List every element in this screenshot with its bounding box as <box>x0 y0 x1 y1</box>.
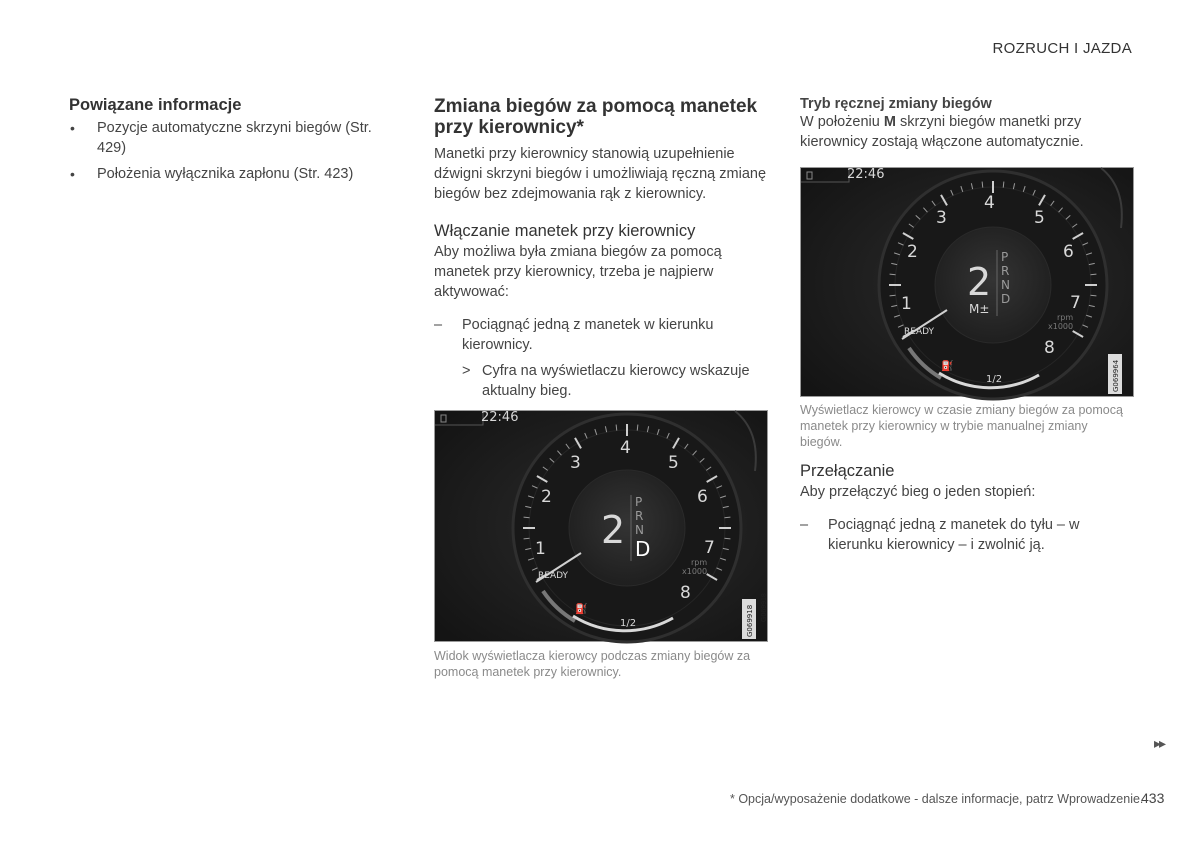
tacho-number-6: 6 <box>697 487 708 507</box>
tacho-tick <box>724 517 730 518</box>
list-item[interactable] <box>69 164 389 184</box>
gear-selector-d: D <box>1001 292 1011 306</box>
tacho-number-8: 8 <box>680 583 691 603</box>
continue-arrows-icon: ▸▸ <box>1153 735 1164 751</box>
rpm-scale: x1000 <box>682 567 708 576</box>
switching-text: Aby przełączyć bieg o jeden stopień: <box>800 484 1036 500</box>
gear-selector-p: P <box>635 495 643 509</box>
bullet-icon: • <box>70 120 75 136</box>
dash-marker: – <box>434 317 443 333</box>
tacho-tick <box>890 274 896 275</box>
rpm-unit: rpm <box>691 558 708 567</box>
tacho-number-5: 5 <box>1034 208 1045 228</box>
activation-result <box>434 361 768 401</box>
tacho-tick <box>982 182 983 188</box>
tacho-number-2: 2 <box>907 242 918 262</box>
dash-marker: – <box>800 517 809 533</box>
tacho-tick <box>1003 182 1004 188</box>
driver-display-figure-paddles <box>434 410 768 642</box>
list-item[interactable] <box>69 118 389 158</box>
fuel-pump-icon: ⛽ <box>941 361 954 372</box>
tacho-number-5: 5 <box>668 453 679 473</box>
switching-step-text: Pociągnąć jedną z manetek do tyłu – w kierunku kierownicy – i zwolnić ją. <box>828 517 1080 553</box>
tacho-number-1: 1 <box>901 294 912 314</box>
gear-selector-p: P <box>1001 250 1009 264</box>
manual-text-part: skrzyni biegów manetki przy kierownicy zostają włączone automatycznie. <box>800 114 1084 150</box>
manual-mode-indicator: M± <box>969 302 990 316</box>
rpm-scale: x1000 <box>1048 322 1074 331</box>
fuel-half-label: 1/2 <box>620 618 637 629</box>
article-title: Zmiana biegów za pomocą manetek przy kierownicy* <box>434 96 758 138</box>
related-info-list <box>69 118 389 184</box>
intro-paragraph: Manetki przy kierownicy stanowią uzupełnienie dźwigni skrzyni biegów i umożliwiają ręczną zmianę biegów bez zdejmowania rąk z kierownicy. <box>434 146 767 202</box>
list-item-text: Położenia wyłącznika zapłonu (Str. 423) <box>97 166 354 182</box>
fuel-half-label: 1/2 <box>986 374 1003 385</box>
tacho-number-7: 7 <box>1070 293 1081 313</box>
related-info-block <box>69 96 389 190</box>
tacho-tick <box>524 538 530 539</box>
gear-selector-n: N <box>1001 278 1010 292</box>
tacho-tick <box>524 517 530 518</box>
switching-block <box>800 462 1134 555</box>
tacho-tick <box>724 538 730 539</box>
page-number: 433 <box>1141 790 1165 806</box>
gear-selector-r: R <box>1001 264 1010 278</box>
gear-selector-r: R <box>635 509 644 523</box>
tacho-number-3: 3 <box>936 208 947 228</box>
gear-number: 2 <box>967 260 992 304</box>
driver-display-illustration <box>801 168 1133 396</box>
activation-step-text: Pociągnąć jedną z manetek w kierunku kierownicy. <box>462 317 714 353</box>
main-article <box>434 96 768 401</box>
tacho-number-7: 7 <box>704 538 715 558</box>
tacho-tick <box>890 295 896 296</box>
ready-indicator: READY <box>904 327 935 337</box>
figure-code: G069918 <box>761 593 768 622</box>
manual-mode-heading: Tryb ręcznej zmiany biegów <box>800 96 992 112</box>
figure-code-label: G069964 <box>1112 359 1120 392</box>
bullet-icon: • <box>70 166 75 182</box>
switching-heading: Przełączanie <box>800 462 895 480</box>
manual-mode-block <box>800 96 1134 152</box>
clock-time: 22:46 <box>847 167 885 182</box>
manual-text-bold: M <box>883 114 896 130</box>
driver-display-illustration <box>435 411 767 641</box>
tacho-number-1: 1 <box>535 539 546 559</box>
figure1-caption: Widok wyświetlacza kierowcy podczas zmiany biegów za pomocą manetek przy kierownicy. <box>434 649 751 679</box>
activation-result-text: Cyfra na wyświetlaczu kierowcy wskazuje aktualny bieg. <box>482 363 750 399</box>
tacho-number-8: 8 <box>1044 338 1055 358</box>
switching-step <box>800 515 1134 555</box>
tacho-tick <box>1090 295 1096 296</box>
footnote: * Opcja/wyposażenie dodatkowe - dalsze informacje, patrz Wprowadzenie. <box>730 792 1144 806</box>
activation-step <box>434 315 768 355</box>
fuel-pump-icon: ⛽ <box>575 604 588 615</box>
activation-text: Aby możliwa była zmiana biegów za pomocą manetek przy kierownicy, trzeba je najpierw aktywować: <box>434 244 722 300</box>
related-info-heading: Powiązane informacje <box>69 96 242 114</box>
tacho-number-4: 4 <box>620 438 631 458</box>
figure2-caption: Wyświetlacz kierowcy w czasie zmiany biegów za pomocą manetek przy kierownicy w trybie manualnej zmiany biegów. <box>800 403 1123 449</box>
driver-display-figure-manual <box>800 167 1134 397</box>
rpm-unit: rpm <box>1057 313 1074 322</box>
tacho-tick <box>637 425 638 431</box>
tacho-number-6: 6 <box>1063 242 1074 262</box>
section-title: ROZRUCH I JAZDA <box>992 40 1132 57</box>
ready-indicator: READY <box>538 571 569 581</box>
manual-mode-text <box>800 112 1134 152</box>
result-marker: > <box>462 363 471 379</box>
gear-number: 2 <box>601 508 626 552</box>
gear-selector-n: N <box>635 523 644 537</box>
activation-heading: Włączanie manetek przy kierownicy <box>434 222 696 240</box>
figure-code-label: G069918 <box>746 604 754 637</box>
tacho-number-4: 4 <box>984 193 995 213</box>
clock-time: 22:46 <box>481 410 519 425</box>
tacho-tick <box>616 425 617 431</box>
tacho-number-3: 3 <box>570 453 581 473</box>
gear-selector-d: D <box>635 537 651 561</box>
manual-text-part: W położeniu <box>800 114 884 130</box>
list-item-text: Pozycje automatyczne skrzyni biegów (Str. 429) <box>97 120 372 156</box>
tacho-number-2: 2 <box>541 487 552 507</box>
tacho-tick <box>1090 274 1096 275</box>
